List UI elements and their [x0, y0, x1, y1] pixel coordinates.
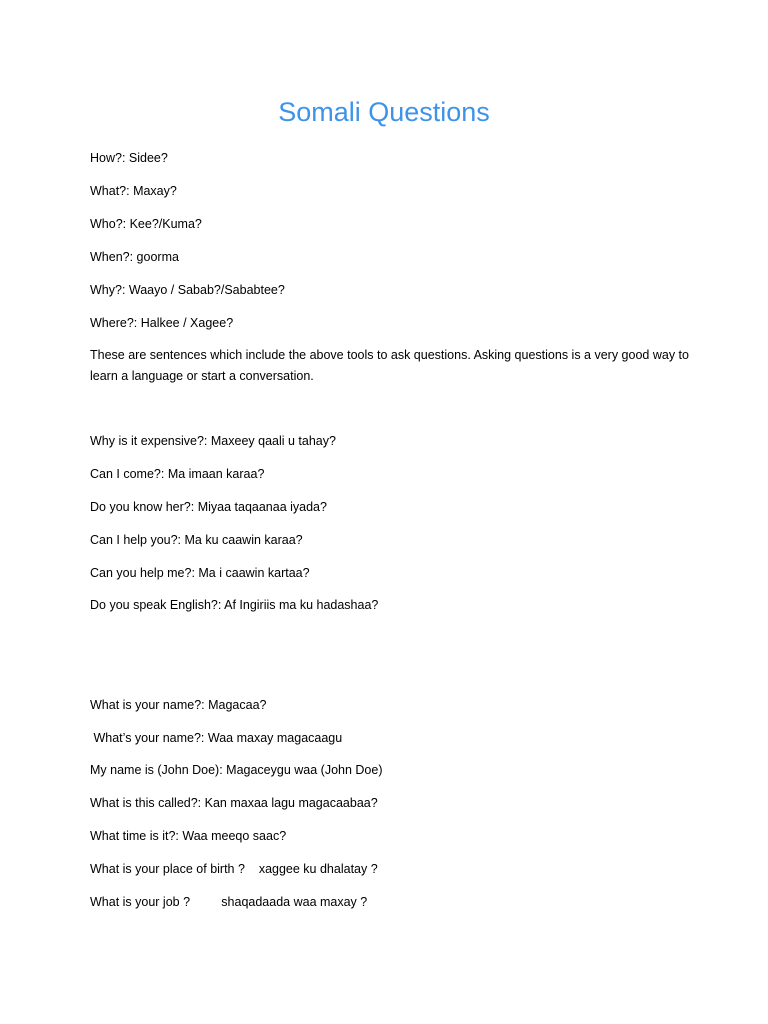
sentence-line: What is this called?: Kan maxaa lagu magacaabaa?: [90, 796, 378, 810]
question-word-line: Why?: Waayo / Sabab?/Sababtee?: [90, 283, 285, 297]
question-word-line: Who?: Kee?/Kuma?: [90, 217, 202, 231]
sentence-line: Do you know her?: Miyaa taqaanaa iyada?: [90, 500, 327, 514]
question-word-line: How?: Sidee?: [90, 151, 168, 165]
sentence-line: What time is it?: Waa meeqo saac?: [90, 829, 287, 843]
question-word-line: Where?: Halkee / Xagee?: [90, 316, 234, 330]
intro-paragraph: These are sentences which include the above tools to ask questions. Asking questions is a very good way to learn a language or start a conversation.: [90, 348, 689, 383]
sentence-line: Can I help you?: Ma ku caawin karaa?: [90, 533, 303, 547]
question-word-line: What?: Maxay?: [90, 184, 177, 198]
sentence-line: My name is (John Doe): Magaceygu waa (John Doe): [90, 763, 383, 777]
sentence-line: What is your name?: Magacaa?: [90, 698, 267, 712]
sentence-line: Can you help me?: Ma i caawin kartaa?: [90, 566, 310, 580]
sentence-line: Can I come?: Ma imaan karaa?: [90, 467, 265, 481]
sentence-line: Why is it expensive?: Maxeey qaali u tahay?: [90, 434, 336, 448]
document-title: Somali Questions: [278, 97, 490, 127]
sentence-line: What is your job ? shaqadaada waa maxay ?: [90, 895, 368, 909]
sentence-line: What is your place of birth ? xaggee ku dhalatay ?: [90, 862, 378, 876]
sentence-line: Do you speak English?: Af Ingiriis ma ku hadashaa?: [90, 598, 379, 612]
question-word-line: When?: goorma: [90, 250, 179, 264]
sentence-line: What’s your name?: Waa maxay magacaagu: [90, 731, 343, 745]
